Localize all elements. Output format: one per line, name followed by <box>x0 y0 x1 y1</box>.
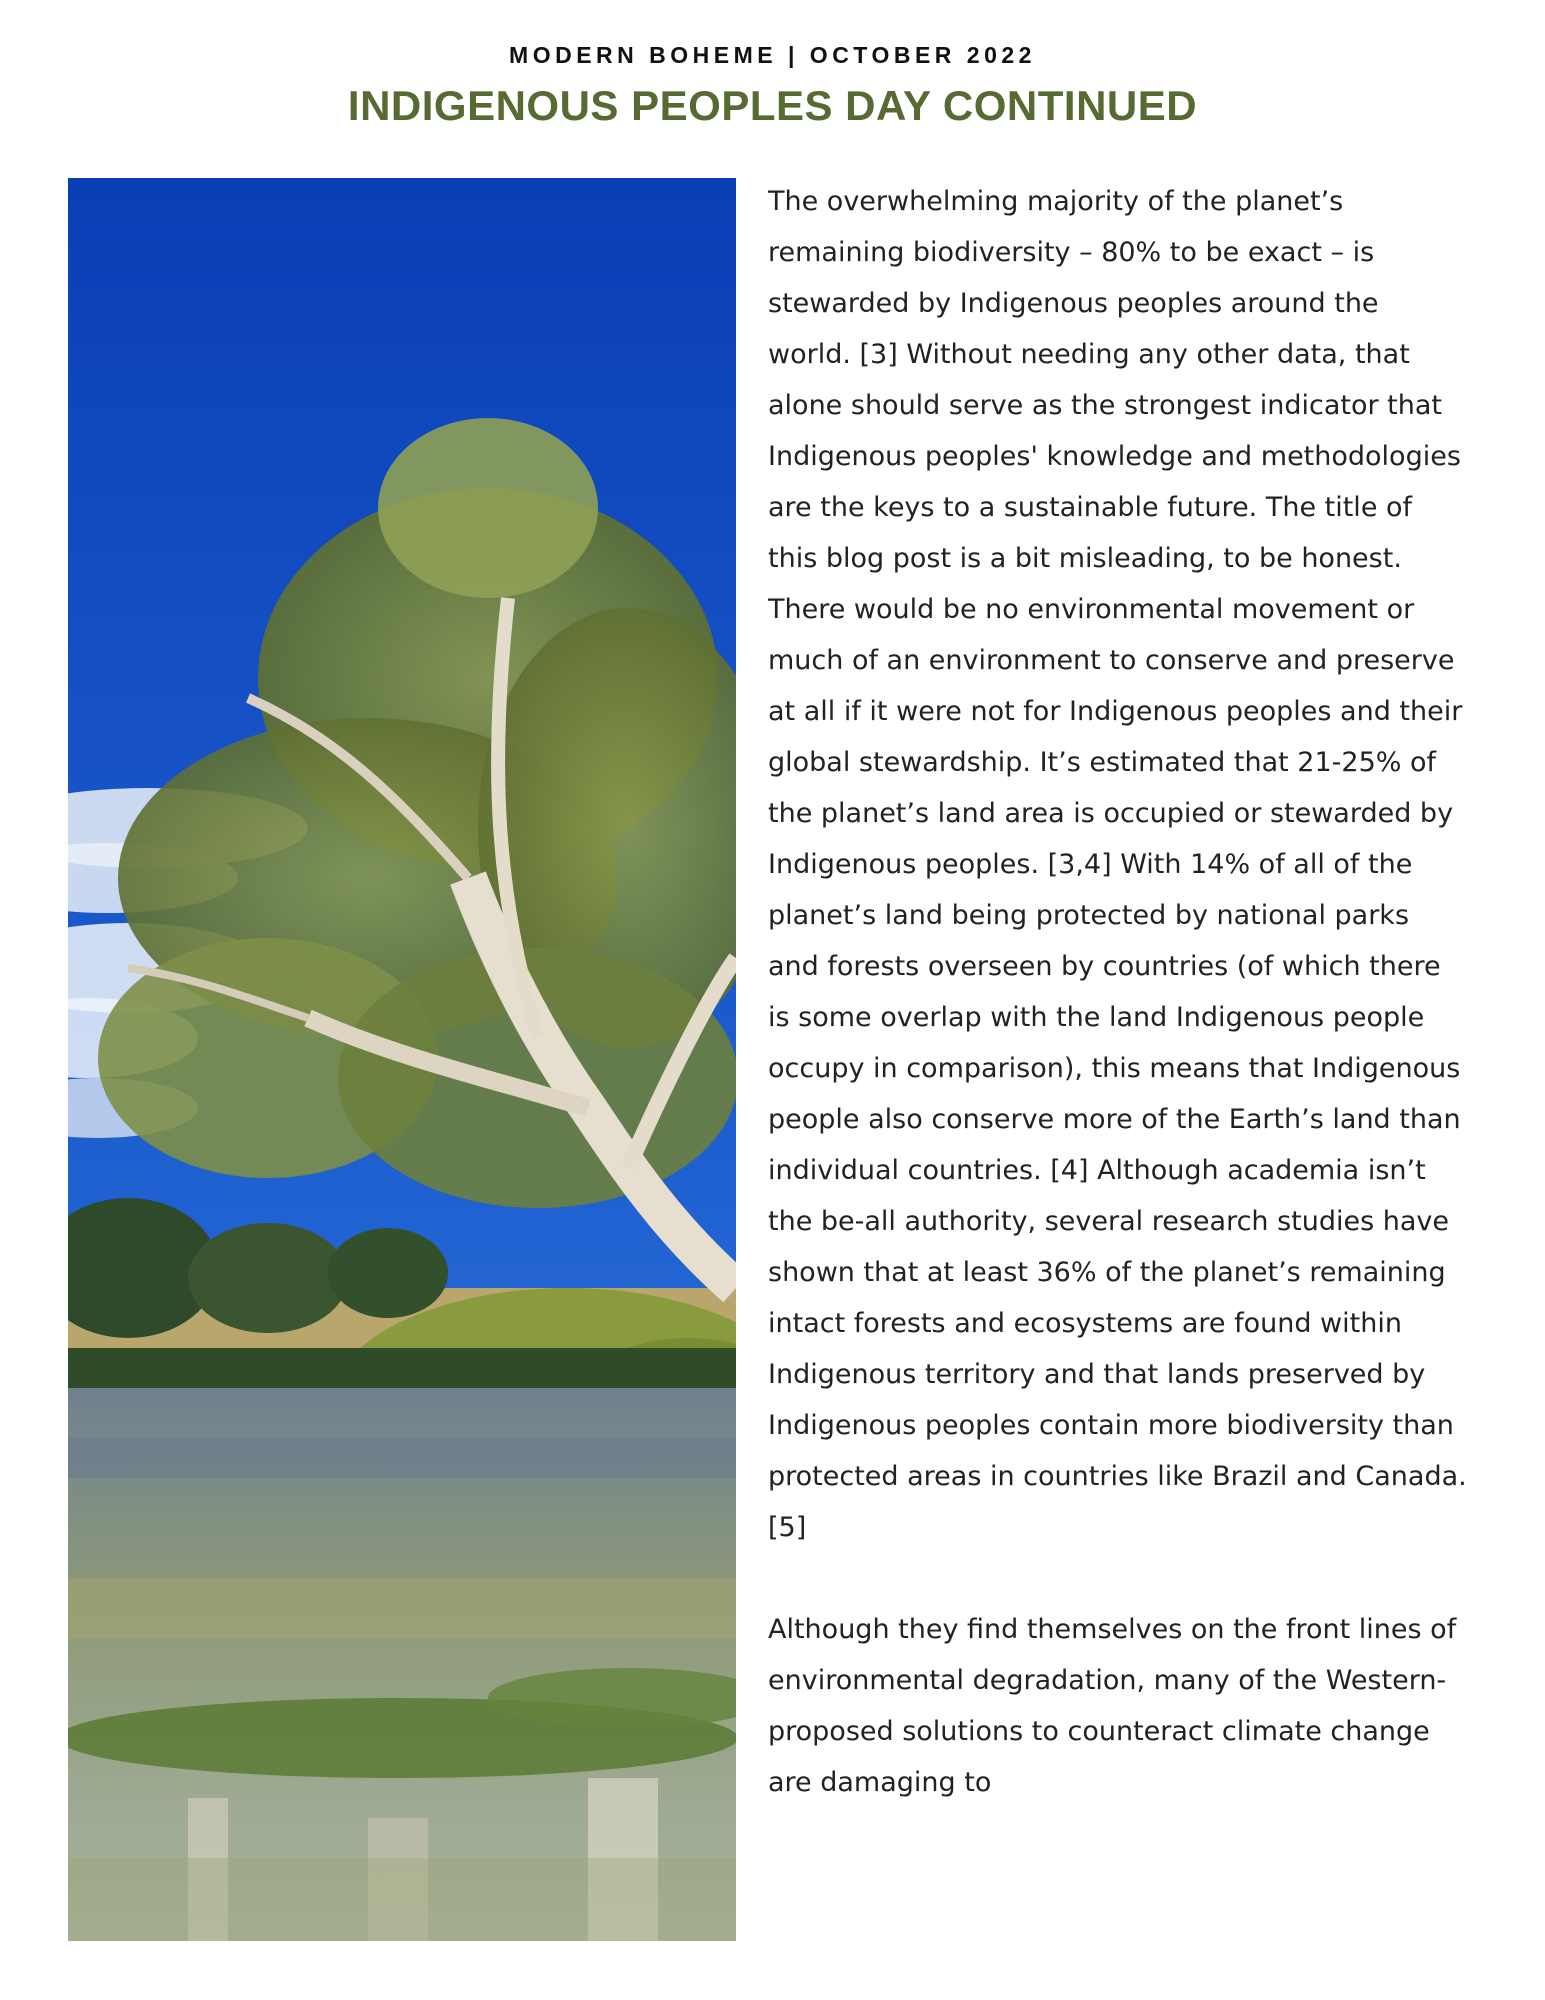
body-paragraph-2: Although they find themselves on the front lines of environmental degradation, many of the Western-proposed solutions to counteract climate change are damaging to <box>768 1614 1457 1798</box>
body-paragraph-1: The overwhelming majority of the planet’s remaining biodiversity – 80% to be exact – is stewarded by Indigenous peoples around the world. [3] Without needing any other data, that alone should serve as the strongest indicator that Indigenous peoples' knowledge and methodologies are the keys to a sustainable future. The title of this blog post is a bit misleading, to be honest. There would be no environmental movement or much of an environment to conserve and preserve at all if it were not for Indigenous peoples and their global stewardship. It’s estimated that 21-25% of the planet’s land area is occupied or stewarded by Indigenous peoples. [3,4] With 14% of all of the planet’s land being protected by national parks and forests overseen by countries (of which there is some overlap with the land Indigenous people occupy in comparison), this means that Indigenous people also conserve more of the Earth’s land than individual countries. [4] Although academia isn’t the be-all authority, several research studies have shown that at least 36% of the planet’s remaining intact forests and ecosystems are found within Indigenous territory and that lands preserved by Indigenous peoples contain more biodiversity than protected areas in countries like Brazil and Canada. [5] <box>768 186 1467 1543</box>
issue-kicker: MODERN BOHEME | OCTOBER 2022 <box>509 42 1036 68</box>
article-body <box>768 176 1468 1808</box>
page-title: INDIGENOUS PEOPLES DAY CONTINUED <box>347 82 1198 129</box>
river-gum-tree-photo <box>68 178 736 1941</box>
